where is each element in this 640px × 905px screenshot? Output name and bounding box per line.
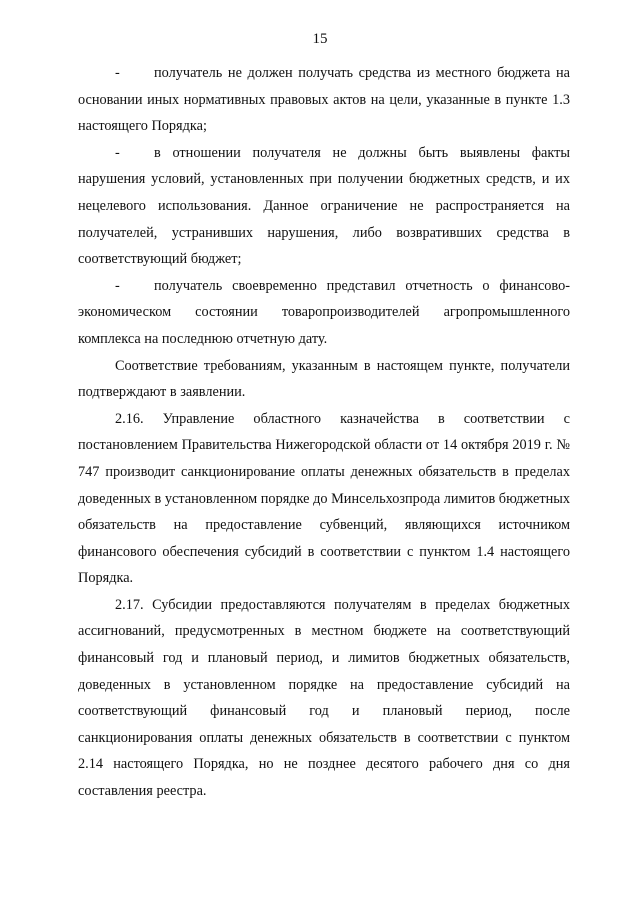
list-dash: - [115, 144, 120, 161]
list-dash: - [115, 65, 120, 81]
page-body [78, 60, 570, 805]
list-item-text: в отношении получателя не должны быть выявлены факты нарушения условий, установленных при получении бюджетных средств, и их нецелевого использования. Данное ограничение не распространяется на получателей, устранивших нарушения, либо возвративших средства в соответствующий бюджет; [78, 144, 570, 268]
paragraph-2-17: 2.17. Субсидии предоставляются получателям в пределах бюджетных ассигнований, предусмотренных в местном бюджете на соответствующий финансовый год и плановый период, и лимитов бюджетных обязательств, доведенных в установленном порядке на предоставление субсидий на соответствующий финансовый год и плановый период, после санкционирования оплаты денежных обязательств в соответствии с пунктом 2.14 настоящего Порядка, но не позднее десятого рабочего дня со дня составления реестра. [78, 596, 570, 800]
paragraph-2-16: 2.16. Управление областного казначейства в соответствии с постановлением Правительства Нижегородской области от 14 октября 2019 г. № 747 производит санкционирование оплаты денежных обязательств в пределах доведенных в установленном порядке до Минсельхозпрода лимитов бюджетных обязательств на предоставление субвенций, являющихся источником финансового обеспечения субсидий в соответствии с пунктом 1.4 настоящего Порядка. [78, 410, 570, 587]
list-item-no-violations [78, 140, 570, 273]
list-item-no-other-funding [78, 60, 570, 140]
list-item-text: получатель не должен получать средства из местного бюджета на основании иных нормативных правовых актов на цели, указанные в пункте 1.3 настоящего Порядка; [78, 65, 570, 135]
list-dash: - [115, 277, 120, 294]
list-item-reporting [78, 273, 570, 353]
page-number: 15 [312, 31, 328, 47]
list-item-text: получатель своевременно представил отчетность о финансово-экономическом состоянии товаропроизводителей агропромышленного комплекса на последнюю отчетную дату. [78, 277, 570, 347]
paragraph-compliance: Соответствие требованиям, указанным в настоящем пункте, получатели подтверждают в заявлении. [78, 357, 570, 401]
